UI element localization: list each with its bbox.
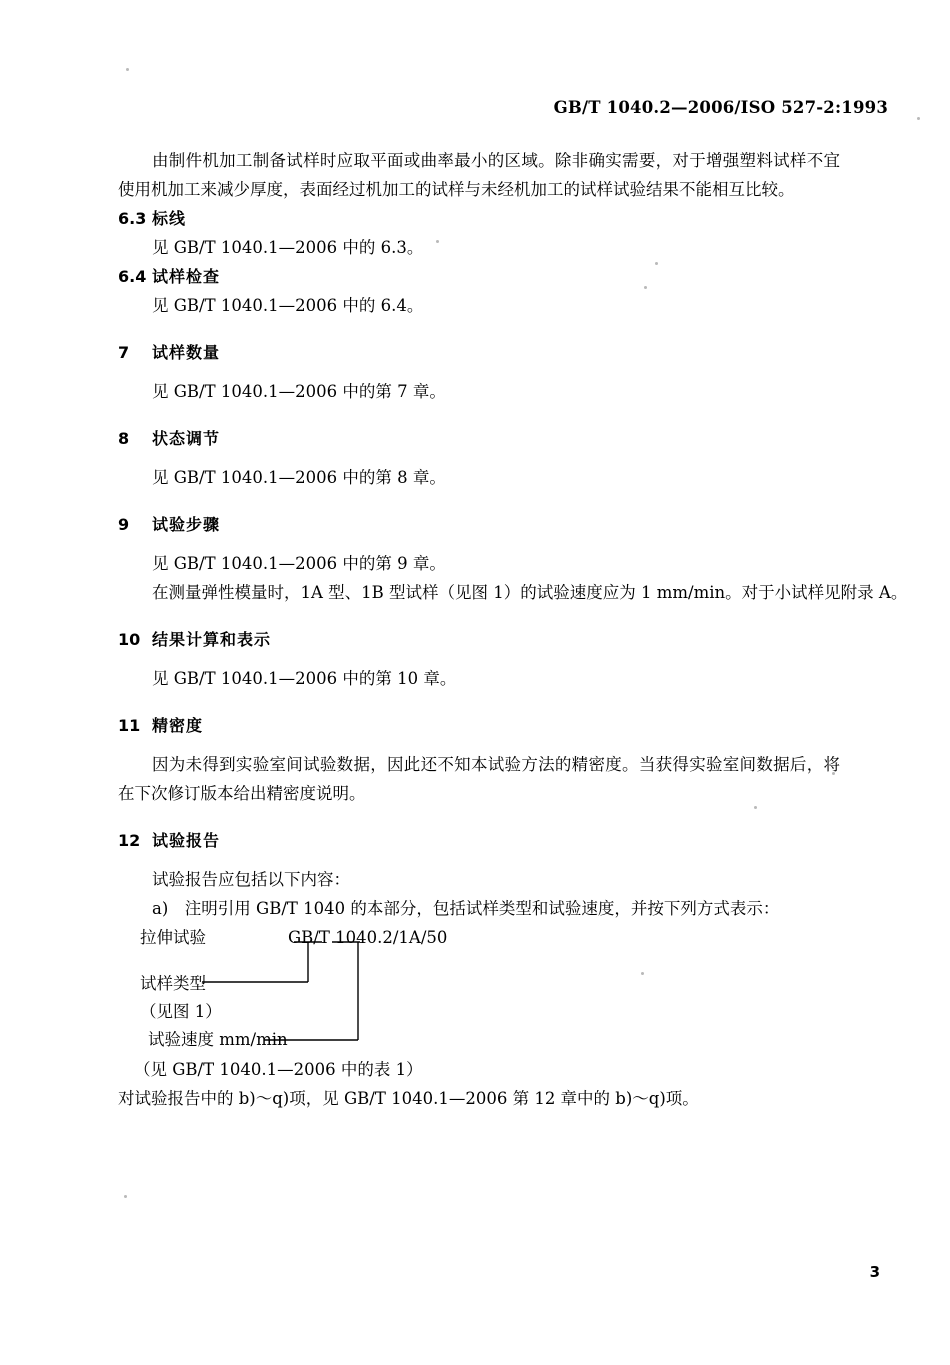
heading-title: 精密度 bbox=[152, 716, 204, 735]
heading-12 bbox=[118, 826, 840, 855]
heading-number: 10 bbox=[118, 630, 141, 649]
spacer bbox=[118, 320, 840, 338]
spacer bbox=[118, 367, 840, 377]
spacer bbox=[118, 453, 840, 463]
body-7: 见 GB/T 1040.1—2006 中的第 7 章。 bbox=[152, 382, 446, 401]
heading-title: 标线 bbox=[152, 209, 187, 228]
spacer bbox=[118, 740, 840, 750]
spacer bbox=[118, 855, 840, 865]
body-11: 因为未得到实验室间试验数据，因此还不知本试验方法的精密度。当获得实验室间数据后，将在下次修订版本给出精密度说明。 bbox=[118, 755, 840, 803]
intro-paragraph: 由制件机加工制备试样时应取平面或曲率最小的区域。除非确实需要，对于增强塑料试样不宜使用机加工来减少厚度，表面经过机加工的试样与未经机加工的试样试验结果不能相互比较。 bbox=[118, 151, 840, 199]
spacer bbox=[118, 492, 840, 510]
body-8: 见 GB/T 1040.1—2006 中的第 8 章。 bbox=[152, 468, 446, 487]
heading-title: 试验步骤 bbox=[152, 515, 221, 534]
heading-title: 状态调节 bbox=[152, 429, 221, 448]
body-12-item-a: a) 注明引用 GB/T 1040 的本部分，包括试样类型和试验速度，并按下列方式表示： bbox=[152, 899, 780, 918]
document-body bbox=[118, 146, 908, 1113]
heading-number: 9 bbox=[118, 515, 130, 534]
heading-title: 试样检查 bbox=[152, 267, 221, 286]
scan-speckle bbox=[126, 68, 129, 71]
spacer bbox=[118, 693, 840, 711]
heading-6-4 bbox=[118, 262, 840, 291]
heading-title: 试验报告 bbox=[152, 831, 221, 850]
heading-number: 7 bbox=[118, 343, 130, 362]
designation-code bbox=[288, 923, 447, 952]
heading-number: 12 bbox=[118, 831, 141, 850]
callout-specimen-note: （见图 1） bbox=[140, 1002, 222, 1021]
scan-speckle bbox=[124, 1195, 127, 1198]
heading-6-3 bbox=[118, 204, 840, 233]
spacer bbox=[118, 607, 840, 625]
heading-title: 结果计算和表示 bbox=[152, 630, 272, 649]
scan-speckle bbox=[917, 117, 920, 120]
spacer bbox=[118, 654, 840, 664]
designation-code-prefix: GB/T 1040.2/ bbox=[288, 928, 399, 947]
body-10: 见 GB/T 1040.1—2006 中的第 10 章。 bbox=[152, 669, 457, 688]
page-header: GB/T 1040.2—2006/ISO 527-2:1993 bbox=[553, 98, 888, 117]
heading-10 bbox=[118, 625, 840, 654]
heading-number: 6.3 bbox=[118, 209, 147, 228]
page-number: 3 bbox=[869, 1263, 880, 1281]
body-9-modulus: 在测量弹性模量时，1A 型、1B 型试样（见图 1）的试验速度应为 1 mm/min。对于小试样见附录 A。 bbox=[152, 583, 908, 602]
body-6-4: 见 GB/T 1040.1—2006 中的 6.4。 bbox=[152, 296, 424, 315]
callout-specimen-type: 试样类型 bbox=[140, 974, 206, 993]
designation-diagram bbox=[118, 923, 840, 1055]
heading-number: 8 bbox=[118, 429, 130, 448]
body-6-3: 见 GB/T 1040.1—2006 中的 6.3。 bbox=[152, 238, 424, 257]
designation-test-label: 拉伸试验 bbox=[140, 928, 206, 947]
designation-code-specimen: 1A bbox=[398, 928, 421, 947]
spacer bbox=[118, 406, 840, 424]
heading-7 bbox=[118, 338, 840, 367]
spacer bbox=[118, 808, 840, 826]
heading-title: 试样数量 bbox=[152, 343, 221, 362]
spacer bbox=[140, 952, 840, 970]
closing-line: 对试验报告中的 b)～q)项，见 GB/T 1040.1—2006 第 12 章中的 b)～q)项。 bbox=[118, 1089, 699, 1108]
callout-speed-note: （见 GB/T 1040.1—2006 中的表 1） bbox=[134, 1060, 423, 1079]
designation-code-speed: 50 bbox=[426, 928, 448, 947]
designation-code-row bbox=[140, 923, 840, 952]
heading-8 bbox=[118, 424, 840, 453]
heading-number: 6.4 bbox=[118, 267, 147, 286]
callout-test-speed: 试验速度 mm/min bbox=[148, 1030, 288, 1049]
body-9: 见 GB/T 1040.1—2006 中的第 9 章。 bbox=[152, 554, 446, 573]
heading-number: 11 bbox=[118, 716, 141, 735]
designation-code-separator: / bbox=[420, 928, 427, 947]
body-12-lead: 试验报告应包括以下内容： bbox=[152, 870, 350, 889]
heading-9 bbox=[118, 510, 840, 539]
heading-11 bbox=[118, 711, 840, 740]
spacer bbox=[118, 539, 840, 549]
